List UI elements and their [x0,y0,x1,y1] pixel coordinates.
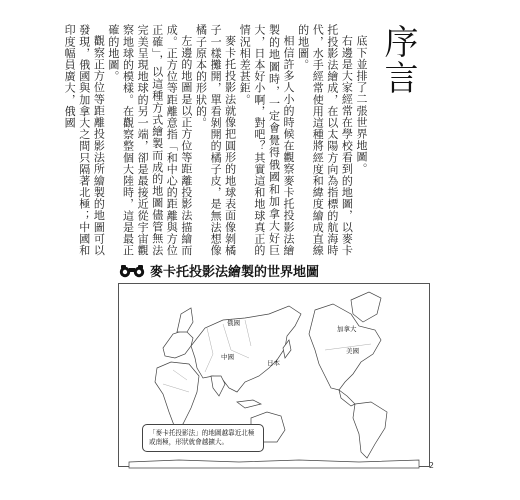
map-callout: 「麥卡托投影法」的地圖越靠近北極或南極，形狀就會越擴大。 [142,424,264,452]
map-label-russia: 俄國 [227,319,240,327]
paragraph: 底下並排了二張世界地圖。 [355,35,368,175]
europe-shape [163,330,193,358]
map-label-usa: 美國 [346,347,359,355]
paragraph: 相信許多人小的時候在觀察麥卡托投影法繪製的地圖時，一定會覺得俄國和加拿大好巨大，日本好小啊，對吧？其實這和地球真正的情況相差甚鉅。 [238,24,296,256]
south-america-shape [353,402,387,458]
body-text [63,24,368,256]
binoculars-icon [118,264,146,278]
scandinavia-shape [177,308,193,332]
map-label-canada: 加拿大 [337,325,357,333]
paragraph: 觀察正方位等距離投影法所繪製的地圖可以發現，俄國與加拿大之間只隔著北極；中國和印度幅員廣大，俄國 [63,24,106,256]
map-header [118,261,319,280]
paragraph: 左邊的地圖是以正方位等距離投影法描繪而成。正方位等距離意指「和中心的距離與方位正確」，以這種方式繪製而成的地圖儘管無法完美呈現地球的另一端，卻是最接近從宇宙觀察地球的模樣。在觀察整個大陸時，這是最正確的地圖。 [106,24,193,256]
central-america-shape [339,390,355,406]
map-title: 麥卡托投影法繪製的世界地圖 [150,265,320,280]
page-number: 2 [428,461,434,470]
antarctica-shape [129,460,419,468]
map-label-japan: 日本 [267,359,280,367]
indonesia-shape [237,400,261,408]
paragraph: 右邊是大家經常在學校看到的地圖，以麥卡托投影法繪成，在以太陽方向為指標的航海時代，水手經常使用這種將經度和緯度繪成直線的地圖。 [296,24,354,256]
paragraph: 麥卡托投影法就像把圓形的地球表面像剝橘子一樣攤開，單看剝開的橘子皮，是無法想像橘子原本的形狀的。 [194,24,237,256]
greenland-shape [351,292,381,322]
map-label-china: 中國 [221,353,234,361]
africa-shape [155,362,199,428]
page-title: 序言 [378,24,418,96]
